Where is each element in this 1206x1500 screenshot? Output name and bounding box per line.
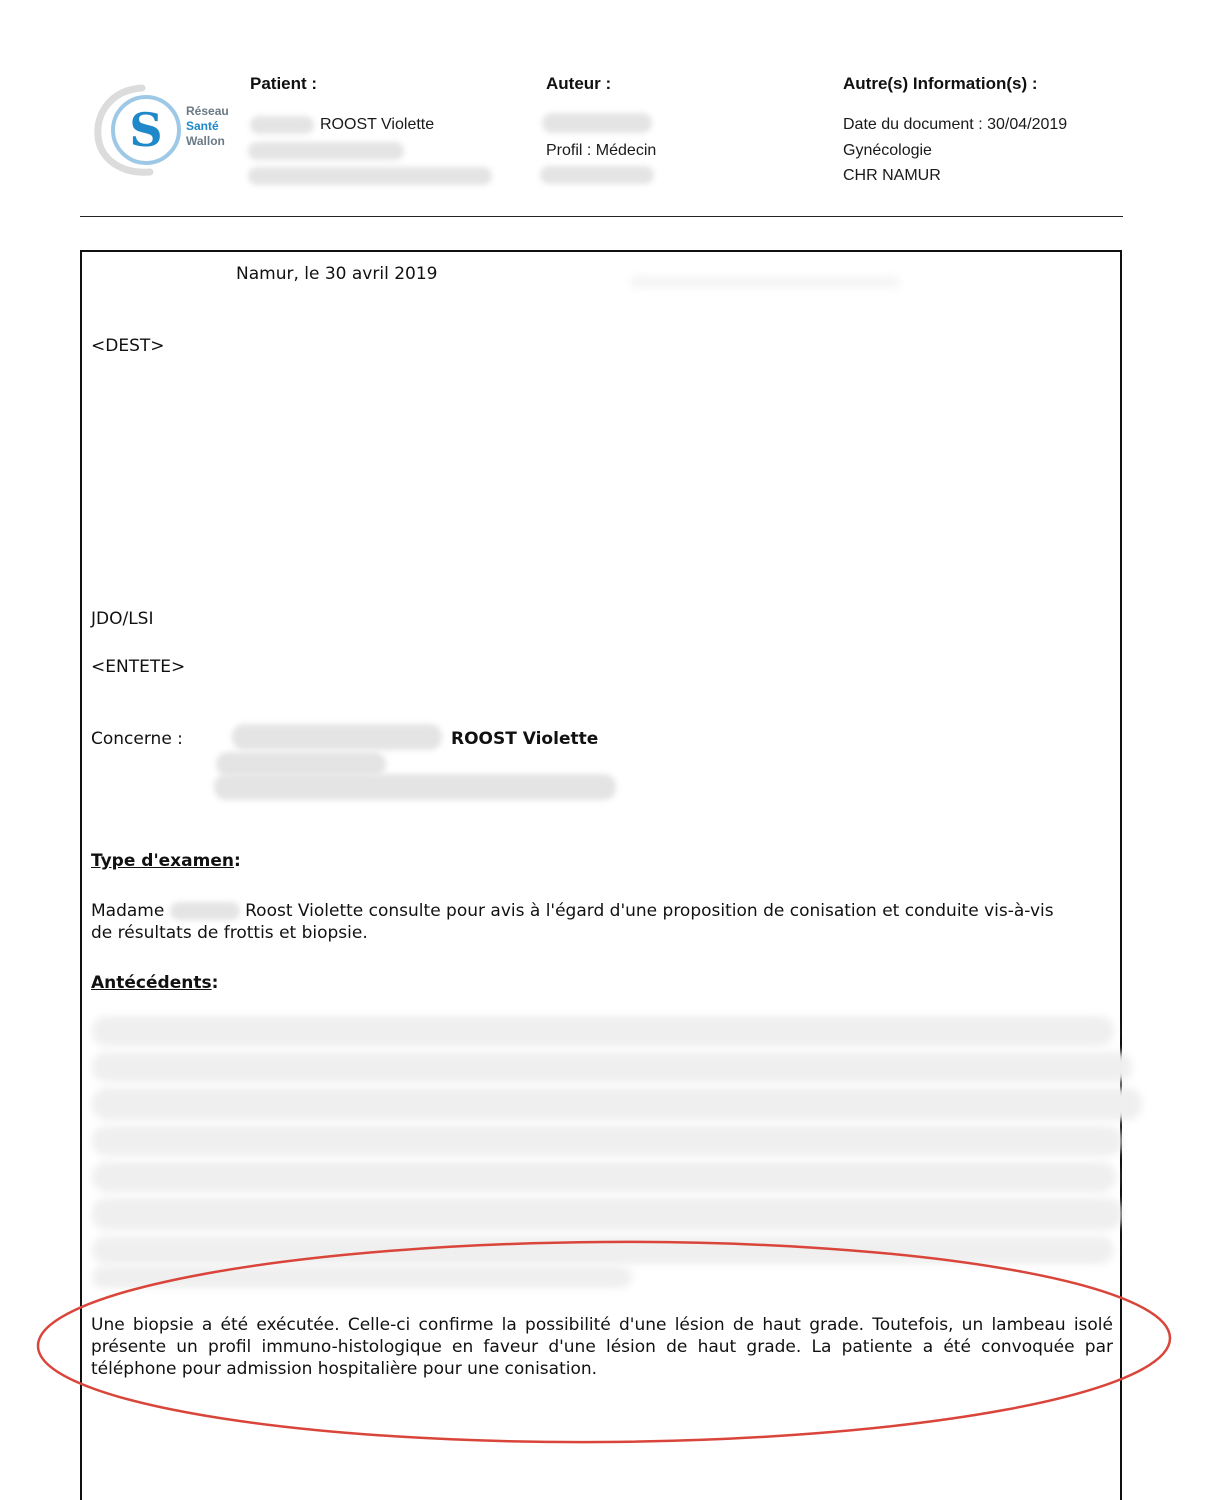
concerne-name: ROOST Violette <box>451 729 599 749</box>
patient-name: ROOST Violette <box>320 116 435 133</box>
exam-type-heading: Type d'examen: <box>91 851 241 871</box>
exam-text-end: de résultats de frottis et biopsie. <box>91 923 368 943</box>
author-profile: Profil : Médecin <box>546 142 657 159</box>
logo-line-sante: Santé <box>186 119 219 133</box>
letter-place-date: Namur, le 30 avril 2019 <box>236 264 438 284</box>
logo-letter: S <box>129 103 163 157</box>
letter-entete-placeholder: <ENTETE> <box>91 657 186 677</box>
logo-line-wallon: Wallon <box>186 134 225 148</box>
history-heading: Antécédents: <box>91 973 219 993</box>
logo-line-reseau: Réseau <box>186 104 229 118</box>
history-title: Antécédents <box>91 973 212 993</box>
document-institution: CHR NAMUR <box>843 167 941 184</box>
concerne-label: Concerne : <box>91 729 183 749</box>
biopsy-paragraph: Une biopsie a été exécutée. Celle-ci confirme la possibilité d'une lésion de haut grade. Toutefois, un lambeau isolé présente un profil immuno-histologique en faveur d'une lésion de haut grade. La patiente a été convoquée par téléphone pour admission hospitalière pour une conisation. <box>91 1315 1113 1379</box>
author-title: Auteur : <box>546 74 612 93</box>
exam-text-main: Roost Violette consulte pour avis à l'égard d'une proposition de conisation et conduite vis-à-vis <box>245 901 1054 921</box>
letter-dest-placeholder: <DEST> <box>91 336 165 356</box>
patient-title: Patient : <box>250 74 318 93</box>
document-specialty: Gynécologie <box>843 142 932 159</box>
exam-type-title: Type d'examen <box>91 851 234 871</box>
letter-initials: JDO/LSI <box>91 609 154 629</box>
other-info-title: Autre(s) Information(s) : <box>843 74 1038 93</box>
exam-text-start: Madame <box>91 901 170 921</box>
document-date: Date du document : 30/04/2019 <box>843 116 1068 133</box>
